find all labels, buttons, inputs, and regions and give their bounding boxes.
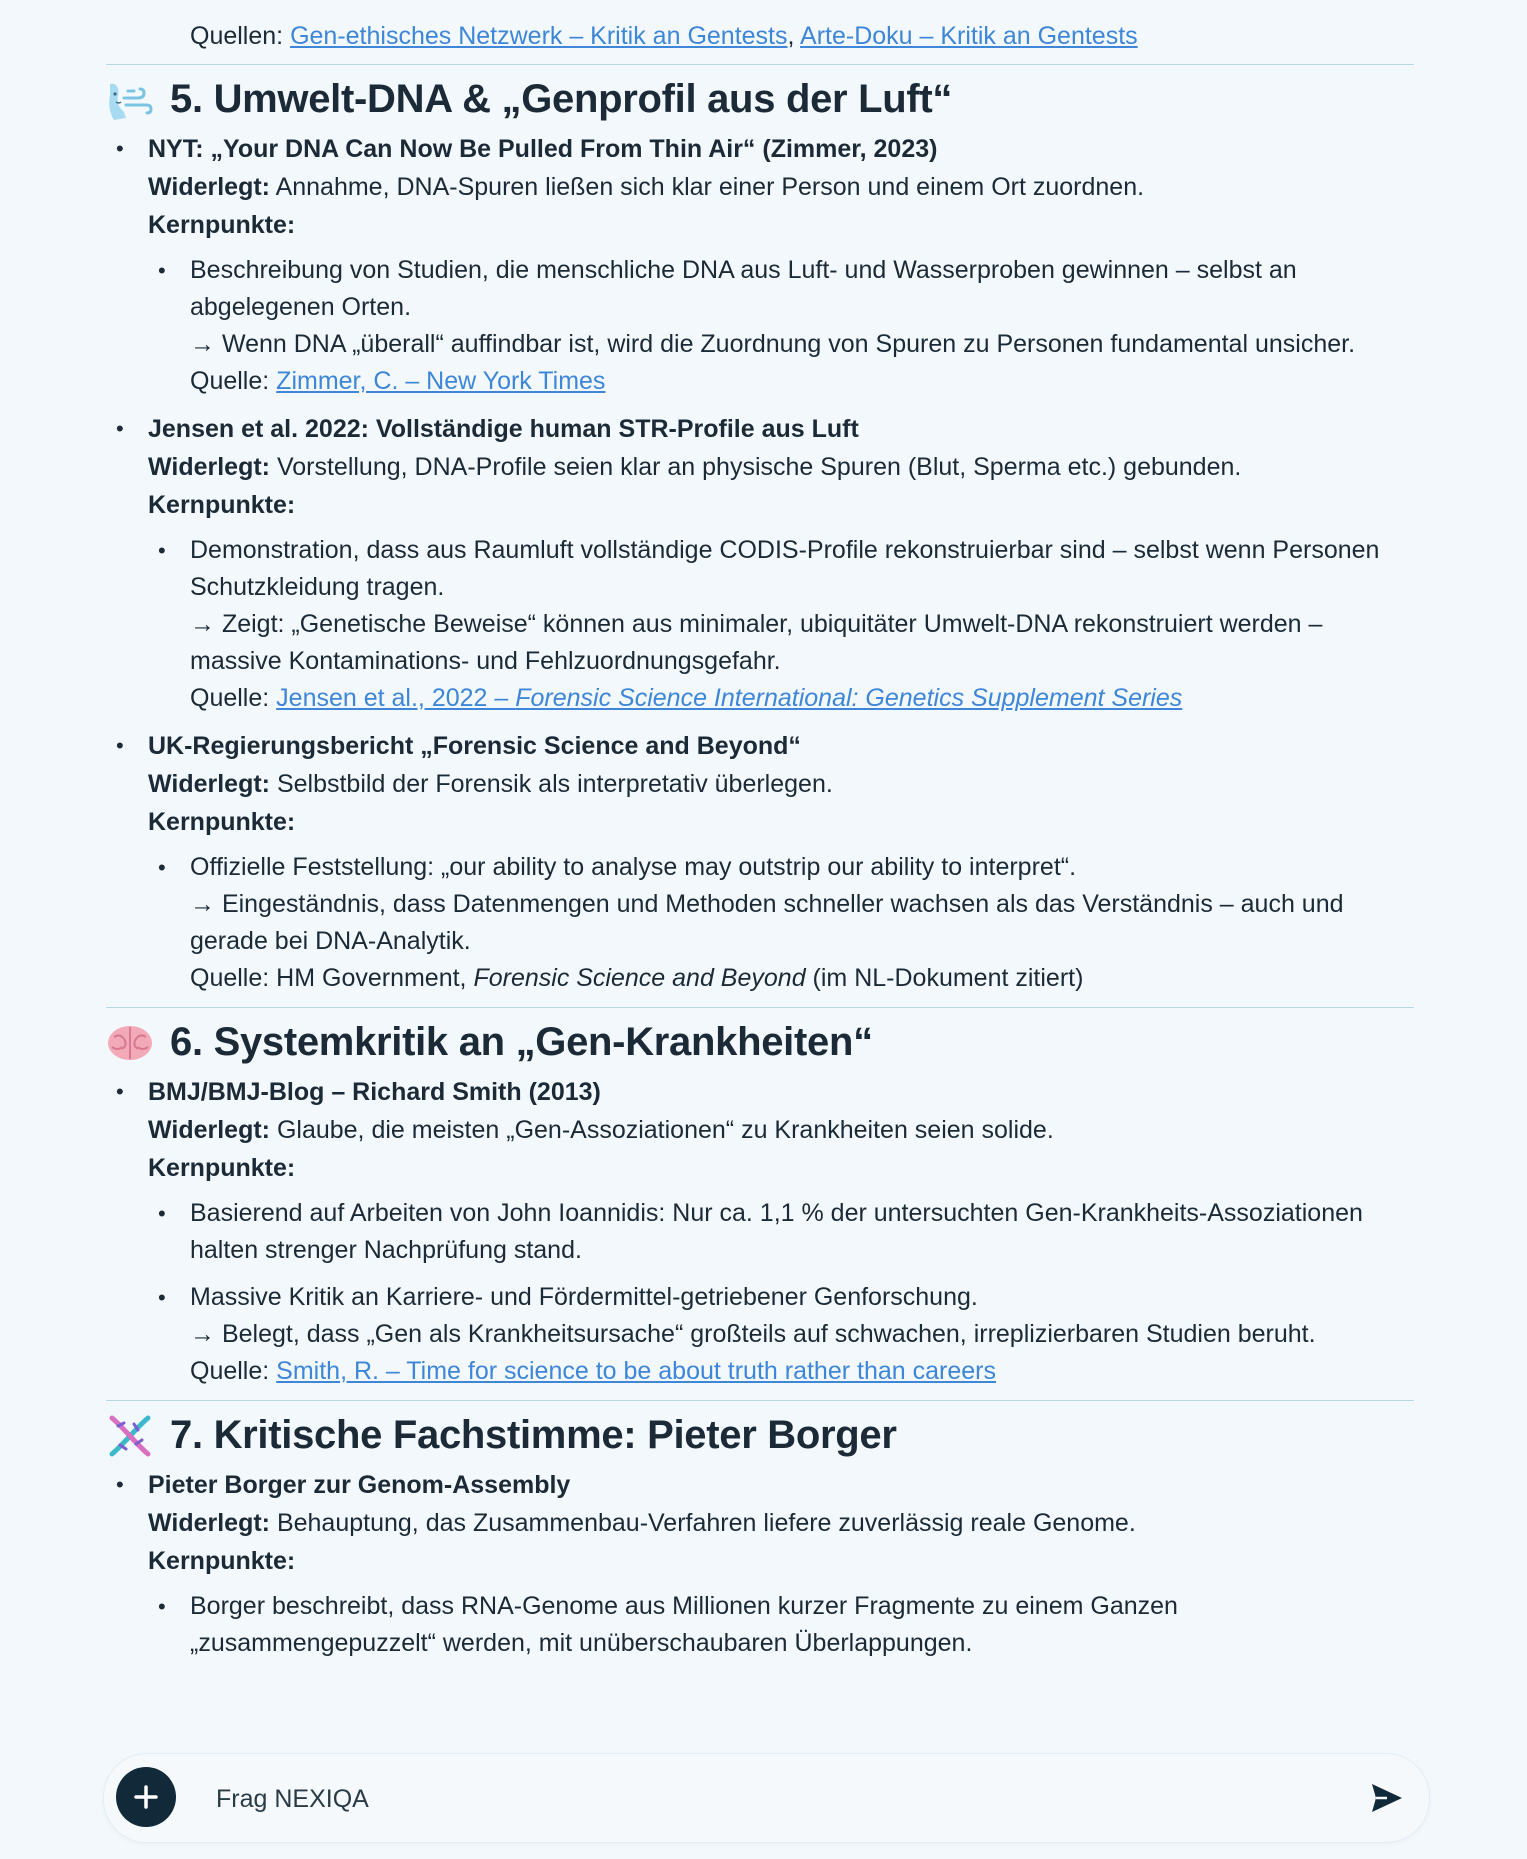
refutes-text: Selbstbild der Forensik als interpretativ überlegen. — [270, 770, 833, 798]
source-text: HM Government, — [276, 964, 474, 992]
section-heading-7 — [106, 1413, 1414, 1458]
sources-prefix: Quellen: — [190, 22, 291, 50]
keypoint-item — [148, 1279, 1414, 1390]
source-link-jensen-2022[interactable] — [276, 684, 1182, 712]
refutes-text: Glaube, die meisten „Gen-Assoziationen“ zu Krankheiten seien solide. — [270, 1116, 1054, 1144]
list-item — [106, 130, 1414, 400]
refutes-label: Widerlegt: — [148, 770, 270, 798]
source-link-journal: Forensic Science International: Genetics Supplement Series — [515, 684, 1183, 712]
section-title: 5. Umwelt-DNA & „Genprofil aus der Luft“ — [170, 77, 953, 121]
keypoint-list — [148, 849, 1414, 997]
source-line — [190, 960, 1414, 997]
keypoint-item — [148, 532, 1414, 717]
dna-icon — [106, 1414, 154, 1458]
wind-face-icon — [106, 78, 154, 122]
keypoint-arrow-text: → Zeigt: „Genetische Beweise“ können aus minimaler, ubiquitäter Umwelt-DNA rekonstruiert werden – massive Kontaminations- und Fehlzuordnungsgefahr. — [190, 610, 1323, 675]
item-title: • Jensen et al. 2022: Vollständige human STR-Profile aus Luft — [148, 415, 859, 443]
item-list — [106, 130, 1414, 997]
brain-icon — [106, 1021, 154, 1065]
keypoint-text: • Beschreibung von Studien, die menschliche DNA aus Luft- und Wasserproben gewinnen – selbst an abgelegenen Orten. — [190, 256, 1297, 321]
keypoint-text: • Borger beschreibt, dass RNA-Genome aus Millionen kurzer Fragmente zu einem Ganzen „zusammengepuzzelt“ werden, mit unüberschaubaren Überlappungen. — [190, 1592, 1178, 1657]
section-title: 7. Kritische Fachstimme: Pieter Borger — [170, 1413, 897, 1457]
keypoint-item — [148, 1588, 1414, 1662]
refutes-text: Vorstellung, DNA-Profile seien klar an physische Spuren (Blut, Sperma etc.) gebunden. — [270, 453, 1242, 481]
item-title: • NYT: „Your DNA Can Now Be Pulled From Thin Air“ (Zimmer, 2023) — [148, 135, 938, 163]
send-icon[interactable] — [1369, 1780, 1405, 1816]
section-heading-5 — [106, 77, 1414, 122]
keypoints-label: Kernpunkte: — [148, 211, 296, 239]
refutes-line — [148, 1111, 1414, 1149]
keypoint-text: • Demonstration, dass aus Raumluft vollständige CODIS-Profile rekonstruierbar sind – selbst wenn Personen Schutzkleidung tragen. — [190, 536, 1380, 601]
keypoint-item — [148, 1195, 1414, 1269]
refutes-label: Widerlegt: — [148, 1509, 270, 1537]
item-title: • UK-Regierungsbericht „Forensic Science and Beyond“ — [148, 732, 801, 760]
keypoint-item — [148, 252, 1414, 400]
keypoint-arrow-text: → Eingeständnis, dass Datenmengen und Methoden schneller wachsen als das Verständnis – auch und gerade bei DNA-Analytik. — [190, 890, 1344, 955]
refutes-line — [148, 168, 1414, 206]
source-link-gen-ethisches-netzwerk[interactable]: Gen-ethisches Netzwerk – Kritik an Gentests — [290, 22, 788, 50]
source-label: Quelle: — [190, 684, 277, 712]
source-line — [190, 363, 1414, 400]
refutes-line — [148, 1504, 1414, 1542]
keypoints-label: Kernpunkte: — [148, 808, 296, 836]
list-item — [106, 727, 1414, 997]
section-title: 6. Systemkritik an „Gen-Krankheiten“ — [170, 1020, 873, 1064]
refutes-text: Behauptung, das Zusammenbau-Verfahren liefere zuverlässig reale Genome. — [270, 1509, 1136, 1537]
item-title: • Pieter Borger zur Genom-Assembly — [148, 1471, 571, 1499]
source-note: (im NL-Dokument zitiert) — [805, 964, 1084, 992]
plus-icon[interactable] — [116, 1767, 176, 1827]
section-heading-6 — [106, 1020, 1414, 1065]
keypoint-text: • Offizielle Feststellung: „our ability to analyse may outstrip our ability to interpret“. — [190, 853, 1077, 881]
keypoint-list — [148, 1195, 1414, 1390]
keypoint-list — [148, 252, 1414, 400]
item-title: • BMJ/BMJ-Blog – Richard Smith (2013) — [148, 1078, 601, 1106]
list-item — [106, 1073, 1414, 1390]
refutes-label: Widerlegt: — [148, 1116, 270, 1144]
keypoints-label: Kernpunkte: — [148, 1547, 296, 1575]
list-item — [106, 1466, 1414, 1662]
source-label: Quelle: — [190, 1357, 277, 1385]
chat-response-content — [106, 0, 1414, 1672]
source-line — [190, 680, 1414, 717]
sources-separator: , — [787, 22, 801, 50]
keypoint-arrow-text: → Wenn DNA „überall“ auffindbar ist, wird die Zuordnung von Spuren zu Personen fundamental unsicher. — [190, 330, 1356, 358]
section-divider — [106, 1007, 1414, 1008]
section-divider — [106, 1400, 1414, 1401]
source-link-zimmer-nyt[interactable]: Zimmer, C. – New York Times — [276, 367, 606, 395]
chat-message-input[interactable] — [214, 1776, 1218, 1822]
source-label: Quelle: — [190, 964, 277, 992]
source-line — [190, 1353, 1414, 1390]
keypoint-list — [148, 1588, 1414, 1662]
refutes-text: Annahme, DNA-Spuren ließen sich klar einer Person und einem Ort zuordnen. — [270, 173, 1145, 201]
keypoint-text: • Basierend auf Arbeiten von John Ioannidis: Nur ca. 1,1 % der untersuchten Gen-Krankheits-Assoziationen halten strenger Nachprüfung stand. — [190, 1199, 1363, 1264]
chat-input-bar — [103, 1753, 1430, 1843]
source-link-smith-bmj[interactable]: Smith, R. – Time for science to be about truth rather than careers — [276, 1357, 996, 1385]
keypoint-arrow-text: → Belegt, dass „Gen als Krankheitsursache“ großteils auf schwachen, irreplizierbaren Studien beruht. — [190, 1320, 1316, 1348]
keypoint-list — [148, 532, 1414, 717]
item-list — [106, 1073, 1414, 1390]
refutes-label: Widerlegt: — [148, 453, 270, 481]
keypoint-text: • Massive Kritik an Karriere- und Fördermittel-getriebener Genforschung. — [190, 1283, 978, 1311]
refutes-line — [148, 765, 1414, 803]
source-link-arte-doku[interactable]: Arte-Doku – Kritik an Gentests — [800, 22, 1138, 50]
section-divider — [106, 64, 1414, 65]
refutes-line — [148, 448, 1414, 486]
sources-line — [106, 18, 1414, 54]
keypoint-item — [148, 849, 1414, 997]
list-item — [106, 410, 1414, 717]
refutes-label: Widerlegt: — [148, 173, 270, 201]
source-link-text: Jensen et al., 2022 – — [276, 684, 516, 712]
keypoints-label: Kernpunkte: — [148, 491, 296, 519]
source-label: Quelle: — [190, 367, 277, 395]
keypoints-label: Kernpunkte: — [148, 1154, 296, 1182]
source-title: Forensic Science and Beyond — [473, 964, 806, 992]
item-list — [106, 1466, 1414, 1662]
